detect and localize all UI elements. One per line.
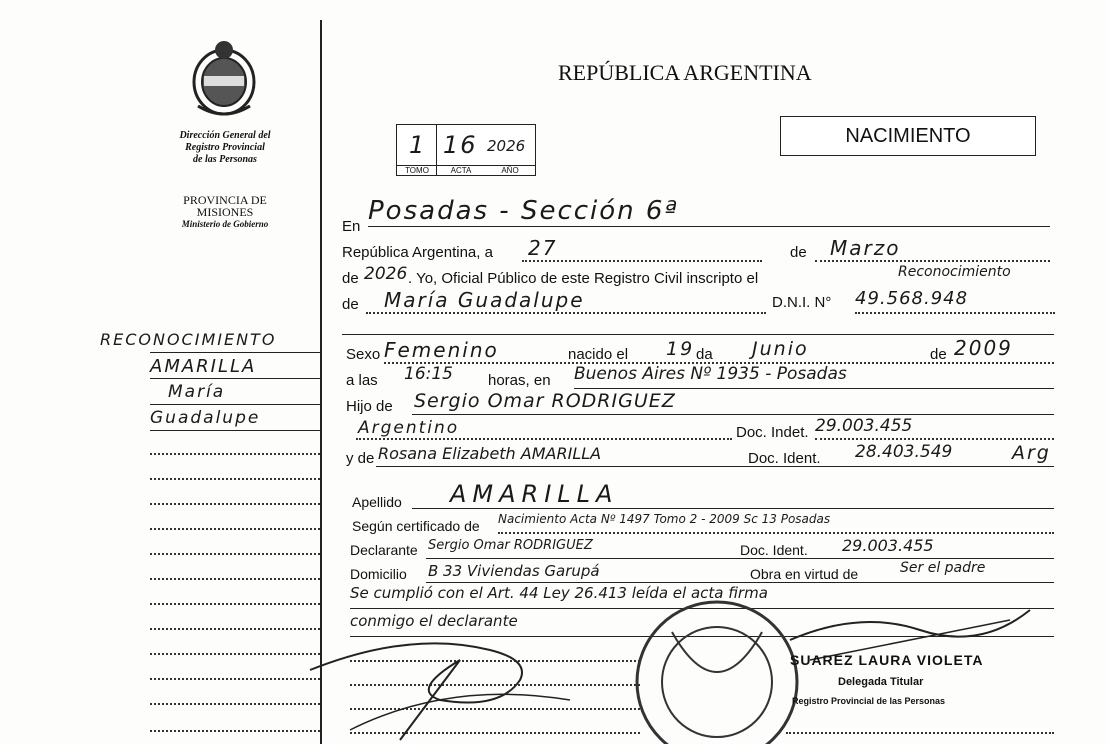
birth-day: 19 xyxy=(666,338,695,360)
province-line-1: PROVINCIA DE xyxy=(183,193,267,207)
inscripto-value: Reconocimiento xyxy=(898,264,1011,280)
name-value: María Guadalupe xyxy=(384,288,585,312)
margin-line xyxy=(150,378,320,379)
segun-value: Nacimiento Acta Nº 1497 Tomo 2 - 2009 Sc 13 Posadas xyxy=(498,512,831,526)
year-value: 2026 xyxy=(364,264,408,284)
province-block xyxy=(150,194,300,230)
birth-hour: 16:15 xyxy=(404,364,453,384)
domicilio-line xyxy=(426,582,1054,583)
official-seal xyxy=(632,592,802,744)
apellido-label: Apellido xyxy=(352,494,402,510)
oficial-text: . Yo, Oficial Público de este Registro Civil inscripto el xyxy=(408,270,759,287)
record-type-label: NACIMIENTO xyxy=(845,125,971,147)
domicilio-label: Domicilio xyxy=(350,566,407,582)
country-title: REPÚBLICA ARGENTINA xyxy=(558,60,812,85)
obra-label: Obra en virtud de xyxy=(750,566,859,582)
month-line xyxy=(815,260,1050,262)
org-line-3: de las Personas xyxy=(193,154,257,165)
tomo-cell xyxy=(396,124,437,176)
acta-label: ACTA xyxy=(437,165,485,175)
yde-label: y de xyxy=(346,450,375,467)
father-line xyxy=(412,414,1054,415)
margin-line xyxy=(150,352,320,353)
tomo-value: 1 xyxy=(409,131,427,159)
declarante-doc: 29.003.455 xyxy=(842,536,934,555)
margin-line xyxy=(150,430,320,431)
segun-label: Según certificado de xyxy=(352,518,480,534)
father-doc-line xyxy=(815,438,1054,440)
en-label: En xyxy=(342,218,361,235)
stamp-name: SUAREZ LAURA VIOLETA xyxy=(790,652,984,668)
org-line-1: Dirección General del xyxy=(179,130,271,141)
de2-label: de xyxy=(342,296,359,313)
horas-label: horas, en xyxy=(488,372,551,389)
month-value: Marzo xyxy=(830,236,901,260)
blank-line xyxy=(342,334,1054,335)
day-line xyxy=(522,260,762,262)
coat-of-arms-logo xyxy=(188,36,260,118)
bottom-line xyxy=(786,732,1054,734)
anio-label: AÑO xyxy=(485,165,535,175)
domicilio-value: B 33 Viviendas Garupá xyxy=(428,562,600,580)
name-line xyxy=(366,312,766,314)
father-nat: Argentino xyxy=(358,418,460,438)
margin-line xyxy=(150,478,320,480)
margin-line xyxy=(150,603,320,605)
stamp-role: Delegada Titular xyxy=(838,676,924,688)
day-value: 27 xyxy=(528,236,558,260)
doc-indet-label: Doc. Indet. xyxy=(736,424,809,441)
segun-line xyxy=(498,532,1054,534)
margin-line xyxy=(150,404,320,405)
dni-line xyxy=(855,312,1055,314)
de-prefix: de xyxy=(342,270,359,287)
acta-value: 16 xyxy=(443,131,478,159)
republica-label: República Argentina, a xyxy=(342,244,493,261)
birth-place: Buenos Aires Nº 1935 - Posadas xyxy=(574,364,847,384)
father-doc: 29.003.455 xyxy=(815,416,913,436)
org-line-2: Registro Provincial xyxy=(185,142,265,153)
nacido-label: nacido el xyxy=(568,346,629,363)
margin-note-3: María xyxy=(168,382,226,402)
margin-line xyxy=(150,503,320,505)
dni-label: D.N.I. N° xyxy=(772,294,832,311)
note-line-1: Se cumplió con el Art. 44 Ley 26.413 leída el acta firma xyxy=(350,584,768,602)
tomo-label: TOMO xyxy=(397,165,437,175)
mother-nat: Arg xyxy=(1012,442,1051,464)
obra-value: Ser el padre xyxy=(900,560,986,576)
anio-value: 2026 xyxy=(487,137,526,155)
mother-name: Rosana Elizabeth AMARILLA xyxy=(378,444,602,463)
margin-line xyxy=(150,553,320,555)
declarante-line xyxy=(426,558,1054,559)
province-line-2: MISIONES xyxy=(196,205,254,219)
acta-cell xyxy=(436,124,486,176)
margin-note-4: Guadalupe xyxy=(150,408,261,428)
org-name xyxy=(150,130,300,166)
father-name: Sergio Omar RODRIGUEZ xyxy=(414,390,676,412)
de-label: de xyxy=(790,244,807,261)
margin-note-2: AMARILLA xyxy=(150,356,257,377)
doc-ident-label: Doc. Ident. xyxy=(748,450,821,467)
margin-line xyxy=(150,453,320,455)
en-value: Posadas - Sección 6ª xyxy=(368,196,679,226)
stamp-office: Registro Provincial de las Personas xyxy=(792,696,946,706)
declarante-doc-label: Doc. Ident. xyxy=(740,542,808,558)
father-nat-line xyxy=(356,438,732,440)
signature-right xyxy=(780,600,1040,680)
birth-month: Junio xyxy=(752,338,809,360)
sexo-value: Femenino xyxy=(384,338,499,362)
margin-note-1: RECONOCIMIENTO xyxy=(100,330,277,349)
signature-left xyxy=(290,620,590,744)
hijo-label: Hijo de xyxy=(346,398,393,415)
alas-label: a las xyxy=(346,372,378,389)
mother-doc: 28.403.549 xyxy=(855,442,953,462)
sexo-label: Sexo xyxy=(346,346,381,363)
declarante-label: Declarante xyxy=(350,542,418,558)
place-line xyxy=(574,388,1054,389)
apellido-value: AMARILLA xyxy=(450,480,619,508)
margin-line xyxy=(150,528,320,530)
birth-year: 2009 xyxy=(954,336,1013,360)
note-line-2: conmigo el declarante xyxy=(350,612,518,630)
apellido-line xyxy=(412,508,1054,509)
dni-value: 49.568.948 xyxy=(855,288,969,309)
margin-line xyxy=(150,578,320,580)
record-type-box xyxy=(780,116,1036,156)
en-line xyxy=(368,226,1050,227)
da-label: da xyxy=(696,346,713,363)
anio-cell xyxy=(485,124,536,176)
declarante-value: Sergio Omar RODRIGUEZ xyxy=(428,538,593,553)
mother-line xyxy=(376,466,1054,467)
de3-label: de xyxy=(930,346,947,363)
ministry-label: Ministerio de Gobierno xyxy=(181,219,269,229)
tomo-acta-anio-box xyxy=(396,124,538,176)
